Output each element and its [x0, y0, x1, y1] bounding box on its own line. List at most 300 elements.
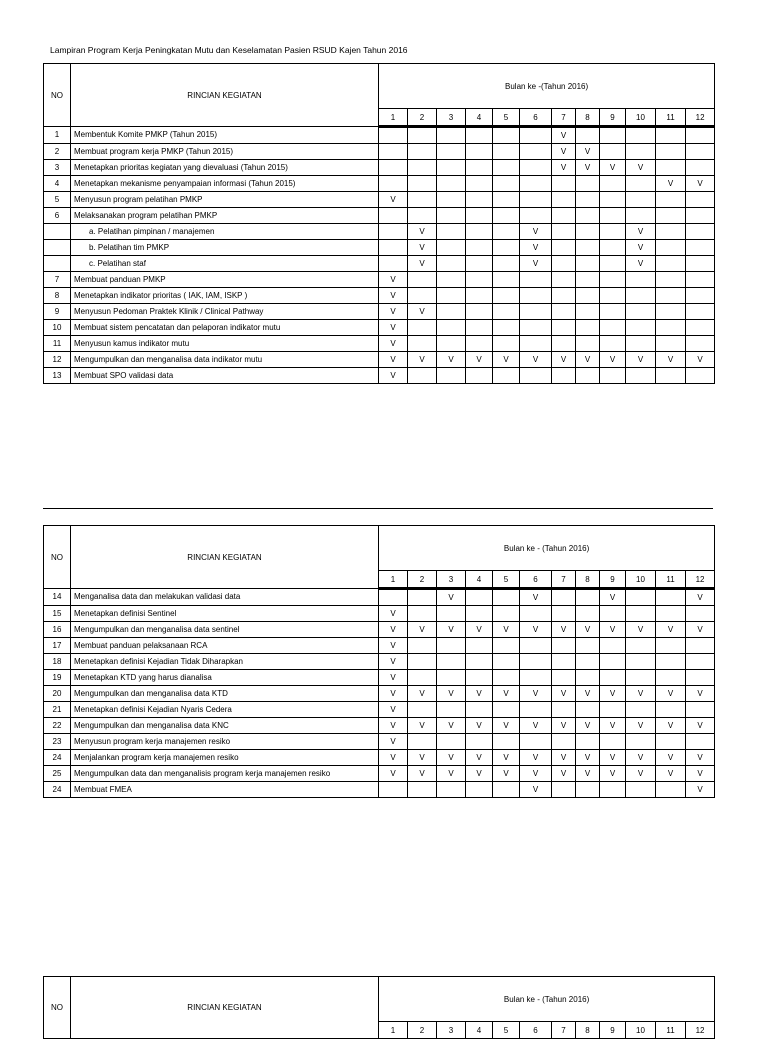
month-cell-8	[576, 670, 600, 686]
month-cell-3	[437, 320, 466, 336]
month-cell-6	[520, 670, 552, 686]
month-cell-8	[576, 589, 600, 606]
month-cell-7	[552, 638, 576, 654]
month-cell-8	[576, 320, 600, 336]
month-cell-12	[686, 208, 715, 224]
month-cell-12: V	[686, 782, 715, 798]
document-title: Lampiran Program Kerja Peningkatan Mutu dan Keselamatan Pasien RSUD Kajen Tahun 2016	[50, 45, 408, 55]
table-row	[44, 192, 715, 208]
row-activity: Menyusun program kerja manajemen resiko	[71, 734, 379, 750]
month-cell-9	[600, 224, 626, 240]
schedule-table-3	[43, 976, 715, 1039]
month-cell-7: V	[552, 718, 576, 734]
row-activity: Mengumpulkan dan menganalisa data sentinel	[71, 622, 379, 638]
month-cell-1: V	[379, 718, 408, 734]
month-cell-12	[686, 336, 715, 352]
month-cell-11: V	[656, 750, 686, 766]
row-number: 25	[44, 766, 71, 782]
month-cell-8	[576, 368, 600, 384]
header-activity: RINCIAN KEGIATAN	[71, 977, 379, 1039]
month-cell-5	[493, 589, 520, 606]
row-number: 11	[44, 336, 71, 352]
month-cell-5	[493, 320, 520, 336]
month-cell-10: V	[626, 686, 656, 702]
month-cell-9	[600, 368, 626, 384]
month-header-3: 3	[437, 109, 466, 127]
month-cell-3	[437, 734, 466, 750]
month-cell-9	[600, 256, 626, 272]
month-cell-2	[408, 589, 437, 606]
month-cell-3: V	[437, 766, 466, 782]
month-cell-9	[600, 670, 626, 686]
month-cell-4	[466, 127, 493, 144]
row-number: 9	[44, 304, 71, 320]
month-cell-5	[493, 702, 520, 718]
month-cell-3	[437, 127, 466, 144]
month-cell-8	[576, 304, 600, 320]
month-cell-10	[626, 127, 656, 144]
month-cell-8: V	[576, 622, 600, 638]
month-cell-5	[493, 288, 520, 304]
month-cell-12: V	[686, 589, 715, 606]
month-cell-1	[379, 256, 408, 272]
month-cell-11: V	[656, 718, 686, 734]
month-header-1: 1	[379, 571, 408, 589]
month-cell-1	[379, 160, 408, 176]
month-cell-5	[493, 224, 520, 240]
row-activity: Mengumpulkan data dan menganalisis program kerja manajemen resiko	[71, 766, 379, 782]
table-row	[44, 638, 715, 654]
row-activity: Membuat panduan pelaksanaan RCA	[71, 638, 379, 654]
month-cell-3: V	[437, 718, 466, 734]
row-number: 24	[44, 782, 71, 798]
header-months-group: Bulan ke - (Tahun 2016)	[379, 977, 715, 1022]
month-cell-8	[576, 208, 600, 224]
table-row	[44, 272, 715, 288]
page-divider	[43, 508, 713, 509]
month-cell-5	[493, 240, 520, 256]
month-cell-10: V	[626, 766, 656, 782]
month-header-11: 11	[656, 109, 686, 127]
row-number: 17	[44, 638, 71, 654]
row-activity: Melaksanakan program pelatihan PMKP	[71, 208, 379, 224]
month-cell-1: V	[379, 336, 408, 352]
header-no: NO	[44, 526, 71, 589]
month-cell-2	[408, 208, 437, 224]
month-cell-9: V	[600, 589, 626, 606]
month-cell-1: V	[379, 606, 408, 622]
month-cell-9	[600, 638, 626, 654]
month-cell-3	[437, 256, 466, 272]
month-cell-3	[437, 176, 466, 192]
month-cell-6: V	[520, 352, 552, 368]
month-cell-7	[552, 256, 576, 272]
row-activity: Menyusun program pelatihan PMKP	[71, 192, 379, 208]
month-cell-6	[520, 368, 552, 384]
row-number: 13	[44, 368, 71, 384]
row-activity: Menyusun Pedoman Praktek Klinik / Clinical Pathway	[71, 304, 379, 320]
month-cell-10	[626, 176, 656, 192]
month-cell-2	[408, 368, 437, 384]
table-row	[44, 288, 715, 304]
month-cell-6	[520, 127, 552, 144]
row-number: 3	[44, 160, 71, 176]
month-cell-12	[686, 288, 715, 304]
month-cell-1: V	[379, 288, 408, 304]
month-cell-1: V	[379, 686, 408, 702]
month-cell-4: V	[466, 686, 493, 702]
month-header-1: 1	[379, 1022, 408, 1039]
month-header-6: 6	[520, 109, 552, 127]
month-cell-8	[576, 734, 600, 750]
month-cell-3	[437, 654, 466, 670]
table-row	[44, 589, 715, 606]
month-cell-11	[656, 782, 686, 798]
row-activity: Menetapkan definisi Sentinel	[71, 606, 379, 622]
month-cell-4	[466, 224, 493, 240]
month-cell-12	[686, 144, 715, 160]
month-cell-2	[408, 638, 437, 654]
month-header-4: 4	[466, 571, 493, 589]
month-header-9: 9	[600, 1022, 626, 1039]
month-cell-10	[626, 336, 656, 352]
month-cell-8: V	[576, 718, 600, 734]
month-cell-1	[379, 176, 408, 192]
month-header-1: 1	[379, 109, 408, 127]
month-cell-3	[437, 670, 466, 686]
month-cell-12	[686, 224, 715, 240]
month-cell-2	[408, 606, 437, 622]
month-cell-6: V	[520, 240, 552, 256]
row-number: 4	[44, 176, 71, 192]
month-cell-1: V	[379, 272, 408, 288]
month-cell-1	[379, 208, 408, 224]
table-row	[44, 622, 715, 638]
month-header-5: 5	[493, 1022, 520, 1039]
month-cell-6	[520, 304, 552, 320]
month-cell-8: V	[576, 160, 600, 176]
month-cell-6: V	[520, 766, 552, 782]
month-cell-6: V	[520, 589, 552, 606]
month-cell-7	[552, 782, 576, 798]
row-activity: Membentuk Komite PMKP (Tahun 2015)	[71, 127, 379, 144]
month-cell-4	[466, 654, 493, 670]
month-cell-11: V	[656, 352, 686, 368]
month-cell-5	[493, 336, 520, 352]
month-cell-3	[437, 144, 466, 160]
row-number: 1	[44, 127, 71, 144]
month-cell-10: V	[626, 622, 656, 638]
month-cell-2: V	[408, 750, 437, 766]
month-cell-7: V	[552, 686, 576, 702]
month-cell-7: V	[552, 352, 576, 368]
month-cell-8	[576, 240, 600, 256]
month-cell-3	[437, 606, 466, 622]
month-cell-11	[656, 240, 686, 256]
month-cell-9	[600, 272, 626, 288]
month-cell-6: V	[520, 224, 552, 240]
row-activity: Menyusun kamus indikator mutu	[71, 336, 379, 352]
header-months-group: Bulan ke - (Tahun 2016)	[379, 526, 715, 571]
month-cell-6	[520, 192, 552, 208]
month-header-3: 3	[437, 1022, 466, 1039]
month-cell-5	[493, 304, 520, 320]
month-cell-11	[656, 734, 686, 750]
month-cell-11	[656, 589, 686, 606]
month-cell-4	[466, 272, 493, 288]
month-cell-3	[437, 702, 466, 718]
month-cell-6	[520, 606, 552, 622]
month-header-7: 7	[552, 1022, 576, 1039]
month-cell-6	[520, 176, 552, 192]
row-number: 8	[44, 288, 71, 304]
month-cell-12: V	[686, 622, 715, 638]
month-cell-10	[626, 670, 656, 686]
row-activity: Membuat SPO validasi data	[71, 368, 379, 384]
month-cell-1: V	[379, 368, 408, 384]
month-cell-4	[466, 638, 493, 654]
month-cell-8: V	[576, 686, 600, 702]
month-cell-10	[626, 654, 656, 670]
month-cell-8: V	[576, 144, 600, 160]
month-cell-7	[552, 336, 576, 352]
month-cell-2: V	[408, 766, 437, 782]
month-cell-6: V	[520, 782, 552, 798]
month-cell-2: V	[408, 256, 437, 272]
row-number: 16	[44, 622, 71, 638]
month-cell-10	[626, 288, 656, 304]
month-cell-9	[600, 654, 626, 670]
row-number: 23	[44, 734, 71, 750]
month-cell-8	[576, 224, 600, 240]
month-header-2: 2	[408, 571, 437, 589]
month-cell-4	[466, 304, 493, 320]
row-number: 19	[44, 670, 71, 686]
month-cell-8	[576, 782, 600, 798]
month-cell-11	[656, 208, 686, 224]
month-cell-9	[600, 702, 626, 718]
month-cell-2	[408, 288, 437, 304]
row-activity: Membuat program kerja PMKP (Tahun 2015)	[71, 144, 379, 160]
month-cell-5	[493, 160, 520, 176]
row-activity: Menetapkan KTD yang harus dianalisa	[71, 670, 379, 686]
month-cell-2: V	[408, 622, 437, 638]
month-cell-5: V	[493, 750, 520, 766]
month-header-10: 10	[626, 1022, 656, 1039]
month-cell-7	[552, 208, 576, 224]
month-cell-4	[466, 192, 493, 208]
month-cell-2: V	[408, 352, 437, 368]
month-cell-11	[656, 127, 686, 144]
row-activity: a. Pelatihan pimpinan / manajemen	[71, 224, 379, 240]
table-row	[44, 256, 715, 272]
month-cell-9: V	[600, 352, 626, 368]
month-cell-2	[408, 144, 437, 160]
month-cell-6	[520, 654, 552, 670]
month-cell-12	[686, 256, 715, 272]
month-cell-1: V	[379, 622, 408, 638]
month-cell-7: V	[552, 160, 576, 176]
month-cell-9	[600, 208, 626, 224]
month-cell-7	[552, 320, 576, 336]
month-cell-10	[626, 304, 656, 320]
table-row	[44, 766, 715, 782]
row-number	[44, 240, 71, 256]
row-activity: Menetapkan definisi Kejadian Tidak Diharapkan	[71, 654, 379, 670]
month-cell-11	[656, 304, 686, 320]
row-number: 5	[44, 192, 71, 208]
month-cell-5: V	[493, 622, 520, 638]
row-activity: Menjalankan program kerja manajemen resiko	[71, 750, 379, 766]
month-cell-12	[686, 192, 715, 208]
month-cell-2	[408, 702, 437, 718]
month-cell-6	[520, 160, 552, 176]
month-cell-5	[493, 638, 520, 654]
table-row	[44, 224, 715, 240]
month-cell-2: V	[408, 224, 437, 240]
month-cell-1	[379, 782, 408, 798]
table-row	[44, 670, 715, 686]
month-cell-11	[656, 224, 686, 240]
month-cell-8	[576, 272, 600, 288]
row-number: 20	[44, 686, 71, 702]
month-cell-4	[466, 320, 493, 336]
month-cell-2	[408, 272, 437, 288]
month-cell-8	[576, 638, 600, 654]
month-cell-2	[408, 670, 437, 686]
month-cell-3	[437, 160, 466, 176]
month-cell-9	[600, 192, 626, 208]
month-cell-3	[437, 272, 466, 288]
month-cell-10	[626, 144, 656, 160]
schedule-table-2	[43, 525, 715, 798]
month-cell-12	[686, 127, 715, 144]
month-cell-4	[466, 160, 493, 176]
month-cell-8	[576, 336, 600, 352]
month-cell-6: V	[520, 718, 552, 734]
month-cell-6: V	[520, 622, 552, 638]
row-activity: c. Pelatihan staf	[71, 256, 379, 272]
month-cell-7	[552, 288, 576, 304]
month-cell-9: V	[600, 718, 626, 734]
month-cell-6	[520, 336, 552, 352]
month-cell-10	[626, 734, 656, 750]
row-activity: b. Pelatihan tim PMKP	[71, 240, 379, 256]
month-cell-6	[520, 208, 552, 224]
month-cell-6	[520, 320, 552, 336]
month-cell-1: V	[379, 654, 408, 670]
header-months-group: Bulan ke -(Tahun 2016)	[379, 64, 715, 109]
month-cell-12: V	[686, 176, 715, 192]
month-cell-10: V	[626, 750, 656, 766]
table-row	[44, 734, 715, 750]
month-header-10: 10	[626, 571, 656, 589]
month-cell-8: V	[576, 352, 600, 368]
month-header-3: 3	[437, 571, 466, 589]
month-cell-4: V	[466, 718, 493, 734]
month-cell-1	[379, 127, 408, 144]
month-cell-8: V	[576, 766, 600, 782]
month-header-12: 12	[686, 1022, 715, 1039]
month-cell-5	[493, 192, 520, 208]
month-cell-11: V	[656, 622, 686, 638]
table-row	[44, 352, 715, 368]
row-number: 24	[44, 750, 71, 766]
month-cell-5	[493, 670, 520, 686]
month-cell-12: V	[686, 750, 715, 766]
month-cell-3	[437, 208, 466, 224]
month-header-8: 8	[576, 109, 600, 127]
month-cell-11	[656, 320, 686, 336]
month-cell-11: V	[656, 176, 686, 192]
month-cell-1: V	[379, 702, 408, 718]
month-cell-1: V	[379, 670, 408, 686]
month-cell-11	[656, 256, 686, 272]
month-header-6: 6	[520, 1022, 552, 1039]
month-cell-11	[656, 670, 686, 686]
month-cell-11	[656, 702, 686, 718]
month-cell-7	[552, 192, 576, 208]
month-cell-4	[466, 240, 493, 256]
month-cell-9	[600, 336, 626, 352]
month-cell-12	[686, 654, 715, 670]
month-cell-10: V	[626, 240, 656, 256]
month-cell-7: V	[552, 750, 576, 766]
month-cell-6: V	[520, 256, 552, 272]
month-cell-2	[408, 192, 437, 208]
month-cell-6	[520, 144, 552, 160]
row-number: 18	[44, 654, 71, 670]
month-cell-4	[466, 606, 493, 622]
month-cell-5	[493, 272, 520, 288]
row-activity: Membuat panduan PMKP	[71, 272, 379, 288]
month-cell-8	[576, 256, 600, 272]
month-cell-2: V	[408, 686, 437, 702]
schedule-table-1	[43, 63, 715, 384]
month-cell-12	[686, 320, 715, 336]
month-cell-7	[552, 240, 576, 256]
month-cell-12	[686, 606, 715, 622]
month-cell-2: V	[408, 304, 437, 320]
month-cell-4: V	[466, 766, 493, 782]
month-cell-10	[626, 320, 656, 336]
month-cell-10: V	[626, 352, 656, 368]
month-header-5: 5	[493, 109, 520, 127]
month-cell-1	[379, 240, 408, 256]
month-cell-4: V	[466, 750, 493, 766]
month-cell-10	[626, 208, 656, 224]
month-cell-2	[408, 160, 437, 176]
row-activity: Menganalisa data dan melakukan validasi data	[71, 589, 379, 606]
table-row	[44, 654, 715, 670]
row-activity: Mengumpulkan dan menganalisa data KTD	[71, 686, 379, 702]
month-cell-5: V	[493, 718, 520, 734]
row-number: 10	[44, 320, 71, 336]
month-cell-1: V	[379, 304, 408, 320]
month-cell-10	[626, 272, 656, 288]
month-cell-11	[656, 606, 686, 622]
month-cell-5	[493, 144, 520, 160]
table-row	[44, 368, 715, 384]
month-header-9: 9	[600, 571, 626, 589]
month-cell-7	[552, 589, 576, 606]
table-row	[44, 144, 715, 160]
month-cell-4	[466, 336, 493, 352]
month-cell-3	[437, 240, 466, 256]
month-cell-3: V	[437, 686, 466, 702]
month-cell-12: V	[686, 766, 715, 782]
month-cell-9: V	[600, 750, 626, 766]
